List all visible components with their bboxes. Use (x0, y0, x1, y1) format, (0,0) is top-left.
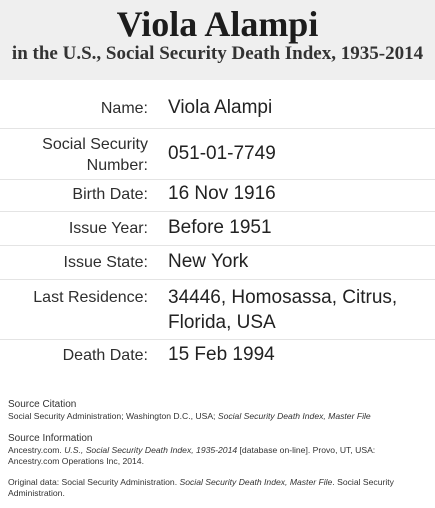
citation-title: Social Security Death Index, Master File (217, 411, 371, 421)
info-text (8, 445, 430, 456)
record-header (0, 0, 435, 80)
original-title: Social Security Death Index, Master File (179, 477, 333, 487)
info-text-part: [database on-line]. Provo, UT, USA: (237, 445, 376, 455)
issue-year-value: Before 1951 (168, 217, 272, 238)
original-data-text-line-2: Administration. (8, 488, 65, 498)
divider (0, 339, 435, 340)
residence-line-2: Florida, USA (168, 312, 276, 333)
original-data-text (8, 477, 430, 488)
original-text-part: Original data: Social Security Administration. (8, 477, 180, 487)
issue-year-label: Issue Year: (68, 220, 148, 237)
info-text-line-2: Ancestry.com Operations Inc, 2014. (8, 456, 144, 466)
source-footer (8, 399, 430, 499)
record-subtitle: in the U.S., Social Security Death Index, 1935-2014 (11, 43, 424, 64)
name-value: Viola Alampi (168, 97, 273, 118)
residence-value (168, 285, 428, 335)
birth-label: Birth Date: (72, 186, 148, 203)
ssn-label (0, 134, 148, 176)
ssn-label-line-2: Number: (86, 157, 148, 174)
citation-text (8, 411, 430, 422)
issue-state-label: Issue State: (63, 254, 148, 271)
original-text-part: . Social Security (332, 477, 394, 487)
divider (0, 128, 435, 129)
citation-text-part: Social Security Administration; Washington D.C., USA; (8, 411, 218, 421)
divider (0, 279, 435, 280)
info-text-part: Ancestry.com. (8, 445, 65, 455)
residence-line-1: 34446, Homosassa, Citrus, (168, 287, 398, 308)
record-title: Viola Alampi (116, 4, 319, 44)
ssn-label-line-1: Social Security (42, 136, 148, 153)
divider (0, 245, 435, 246)
death-value: 15 Feb 1994 (168, 344, 275, 365)
ssn-value: 051-01-7749 (168, 143, 276, 164)
info-title: U.S., Social Security Death Index, 1935-2014 (64, 445, 238, 455)
residence-label: Last Residence: (33, 289, 148, 306)
citation-heading: Source Citation (8, 399, 77, 410)
death-label: Death Date: (62, 347, 148, 364)
divider (0, 211, 435, 212)
name-label: Name: (100, 100, 148, 117)
info-heading: Source Information (8, 433, 93, 444)
birth-value: 16 Nov 1916 (168, 183, 276, 204)
issue-state-value: New York (168, 251, 249, 272)
divider (0, 179, 435, 180)
